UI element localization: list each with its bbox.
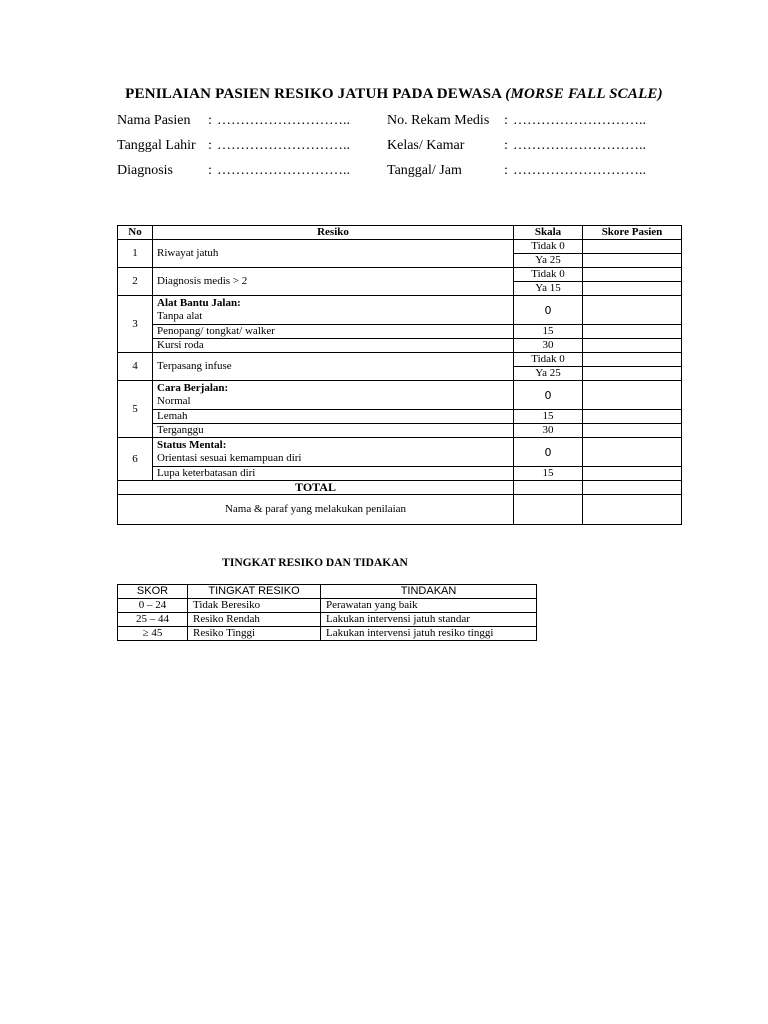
risk-label <box>153 296 514 325</box>
score-cell[interactable] <box>583 240 682 254</box>
field-kelas-kamar-colon: : <box>504 138 508 153</box>
header-skala: Skala <box>514 226 583 240</box>
risk-level: Resiko Tinggi <box>188 627 321 641</box>
risk-option: Orientasi sesuai kemampuan diri <box>157 452 302 464</box>
scale-value: 30 <box>514 424 583 438</box>
score-cell[interactable] <box>583 339 682 353</box>
header-no: No <box>118 226 153 240</box>
table-row <box>118 424 682 438</box>
score-cell[interactable] <box>583 410 682 424</box>
field-rekam-medis-value[interactable]: ……………………….. <box>513 113 646 128</box>
risk-label: Diagnosis medis > 2 <box>153 268 514 296</box>
risk-option: Penopang/ tongkat/ walker <box>153 325 514 339</box>
header-tindakan: TINDAKAN <box>321 585 537 599</box>
table-row <box>118 627 537 641</box>
risk-table-header <box>118 226 682 240</box>
risk-option: Kursi roda <box>153 339 514 353</box>
level-table <box>117 584 537 641</box>
action: Lakukan intervensi jatuh standar <box>321 613 537 627</box>
risk-option: Lemah <box>153 410 514 424</box>
scale-value: Tidak 0 <box>514 268 583 282</box>
field-nama-pasien-label: Nama Pasien <box>117 113 191 128</box>
field-nama-pasien-colon: : <box>208 113 212 128</box>
field-tanggal-lahir-value[interactable]: ……………………….. <box>217 138 350 153</box>
signature-score-cell[interactable] <box>583 495 682 525</box>
score-cell[interactable] <box>583 282 682 296</box>
field-kelas-kamar-label: Kelas/ Kamar <box>387 138 465 153</box>
score-cell[interactable] <box>583 296 682 325</box>
signature-label: Nama & paraf yang melakukan penilaian <box>118 495 514 525</box>
score-cell[interactable] <box>583 467 682 481</box>
field-tanggal-lahir-label: Tanggal Lahir <box>117 138 196 153</box>
scale-value: 0 <box>514 381 583 410</box>
row-number: 2 <box>118 268 153 296</box>
risk-table <box>117 225 682 525</box>
total-label: TOTAL <box>118 481 514 495</box>
table-row <box>118 325 682 339</box>
total-row <box>118 481 682 495</box>
table-row <box>118 438 682 467</box>
risk-option: Terganggu <box>153 424 514 438</box>
table-row <box>118 599 537 613</box>
field-tanggal-jam-value[interactable]: ……………………….. <box>513 163 646 178</box>
level-table-title: TINGKAT RESIKO DAN TIDAKAN <box>222 557 408 569</box>
risk-option: Normal <box>157 395 191 407</box>
score-cell[interactable] <box>583 268 682 282</box>
scale-value: 0 <box>514 438 583 467</box>
table-row <box>118 381 682 410</box>
field-tanggal-jam-label: Tanggal/ Jam <box>387 163 462 178</box>
row-number: 6 <box>118 438 153 481</box>
risk-level: Tidak Beresiko <box>188 599 321 613</box>
field-tanggal-lahir-colon: : <box>208 138 212 153</box>
signature-row <box>118 495 682 525</box>
table-row <box>118 296 682 325</box>
risk-label: Terpasang infuse <box>153 353 514 381</box>
header-skore: Skore Pasien <box>583 226 682 240</box>
risk-group-heading: Alat Bantu Jalan: <box>157 297 241 309</box>
table-row <box>118 268 682 282</box>
field-rekam-medis-colon: : <box>504 113 508 128</box>
scale-value: Tidak 0 <box>514 240 583 254</box>
total-scale-cell <box>514 481 583 495</box>
scale-value: 30 <box>514 339 583 353</box>
header-tingkat: TINGKAT RESIKO <box>188 585 321 599</box>
total-score-cell[interactable] <box>583 481 682 495</box>
field-kelas-kamar-value[interactable]: ……………………….. <box>513 138 646 153</box>
field-diagnosis-value[interactable]: ……………………….. <box>217 163 350 178</box>
score-cell[interactable] <box>583 254 682 268</box>
document-title <box>0 86 768 103</box>
level-table-header <box>118 585 537 599</box>
field-rekam-medis-label: No. Rekam Medis <box>387 113 490 128</box>
risk-label: Riwayat jatuh <box>153 240 514 268</box>
table-row <box>118 353 682 367</box>
scale-value: Ya 25 <box>514 254 583 268</box>
signature-cell[interactable] <box>514 495 583 525</box>
header-skor: SKOR <box>118 585 188 599</box>
score-cell[interactable] <box>583 367 682 381</box>
scale-value: 15 <box>514 467 583 481</box>
scale-value: 15 <box>514 410 583 424</box>
table-row <box>118 613 537 627</box>
score-range: ≥ 45 <box>118 627 188 641</box>
risk-label <box>153 438 514 467</box>
field-nama-pasien-value[interactable]: ……………………….. <box>217 113 350 128</box>
title-italic: (MORSE FALL SCALE) <box>505 86 663 102</box>
row-number: 4 <box>118 353 153 381</box>
risk-group-heading: Cara Berjalan: <box>157 382 229 394</box>
title-main: PENILAIAN PASIEN RESIKO JATUH PADA DEWASA <box>125 86 506 102</box>
score-cell[interactable] <box>583 438 682 467</box>
risk-level: Resiko Rendah <box>188 613 321 627</box>
field-diagnosis-colon: : <box>208 163 212 178</box>
table-row <box>118 240 682 254</box>
action: Lakukan intervensi jatuh resiko tinggi <box>321 627 537 641</box>
field-tanggal-jam-colon: : <box>504 163 508 178</box>
score-cell[interactable] <box>583 424 682 438</box>
scale-value: Ya 15 <box>514 282 583 296</box>
scale-value: Ya 25 <box>514 367 583 381</box>
row-number: 5 <box>118 381 153 438</box>
header-resiko: Resiko <box>153 226 514 240</box>
field-diagnosis-label: Diagnosis <box>117 163 173 178</box>
score-cell[interactable] <box>583 325 682 339</box>
scale-value: 0 <box>514 296 583 325</box>
risk-label <box>153 381 514 410</box>
score-range: 25 – 44 <box>118 613 188 627</box>
score-cell[interactable] <box>583 353 682 367</box>
table-row <box>118 467 682 481</box>
risk-option: Tanpa alat <box>157 310 203 322</box>
scale-value: Tidak 0 <box>514 353 583 367</box>
risk-option: Lupa keterbatasan diri <box>153 467 514 481</box>
risk-group-heading: Status Mental: <box>157 439 227 451</box>
row-number: 3 <box>118 296 153 353</box>
score-cell[interactable] <box>583 381 682 410</box>
table-row <box>118 410 682 424</box>
action: Perawatan yang baik <box>321 599 537 613</box>
score-range: 0 – 24 <box>118 599 188 613</box>
scale-value: 15 <box>514 325 583 339</box>
table-row <box>118 339 682 353</box>
row-number: 1 <box>118 240 153 268</box>
